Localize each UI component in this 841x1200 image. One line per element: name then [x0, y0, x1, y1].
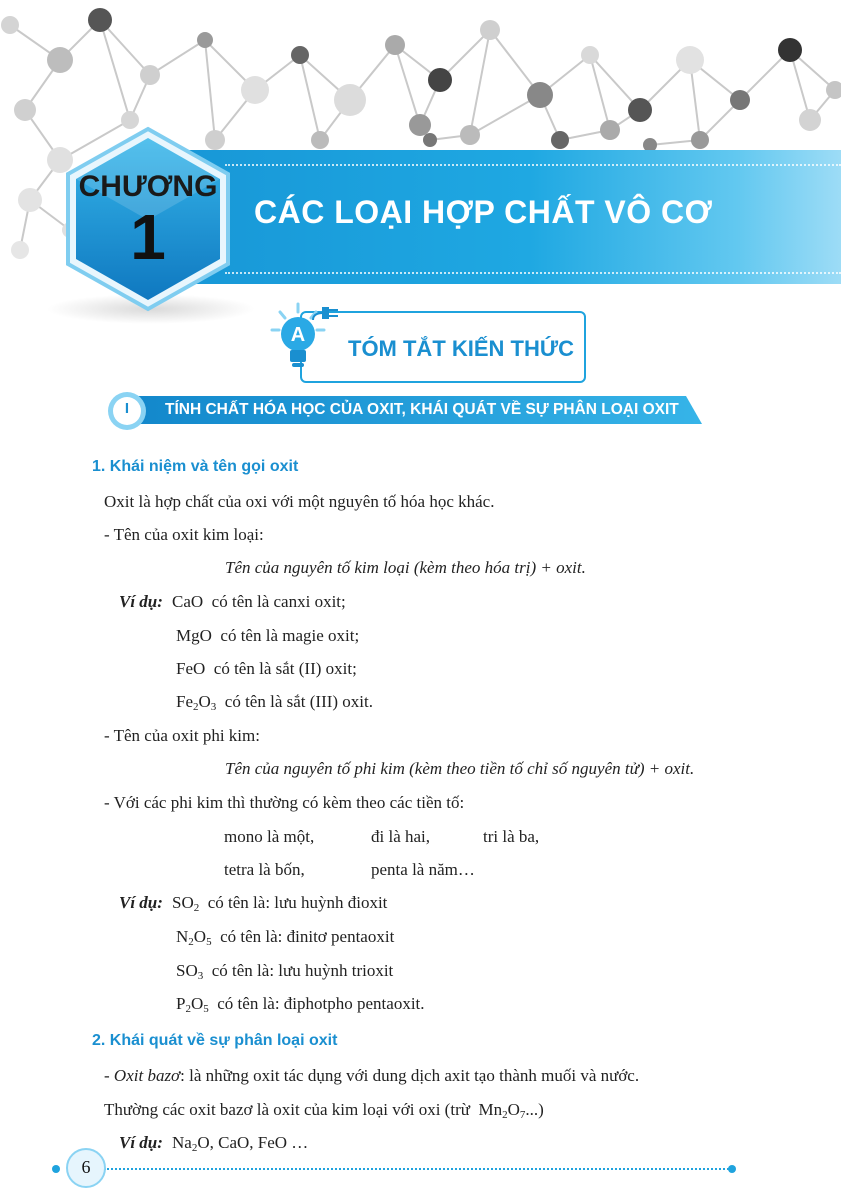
nonmetal-example-2: $N_2O_5$ có tên là: đinitơ pentaoxit: [176, 927, 395, 948]
metal-example-1: CaO có tên là canxi oxit;: [172, 592, 346, 611]
nonmetal-example-1: $SO_2$ có tên là: lưu huỳnh đioxit: [172, 893, 388, 914]
banner-bottom-dots: [225, 272, 841, 274]
example-label-3: Ví dụ:: [119, 1133, 163, 1152]
heading-oxide-definition: 1. Khái niệm và tên gọi oxit: [92, 458, 299, 475]
footer-dot-left: [52, 1165, 60, 1173]
lightbulb-icon: [268, 300, 348, 378]
prefix-tri: tri là ba,: [483, 827, 540, 846]
example-label: Ví dụ:: [119, 592, 163, 611]
chapter-number: 1: [130, 201, 166, 273]
page-number: 6: [81, 1157, 91, 1177]
metal-oxide-rule: Tên của nguyên tố kim loại (kèm theo hóa trị) + oxit.: [225, 558, 586, 577]
metal-example-3: FeO có tên là sắt (II) oxit;: [176, 659, 357, 678]
footer-dot-right: [728, 1165, 736, 1173]
chapter-label: CHƯƠNG: [78, 170, 218, 203]
chapter-title: CÁC LOẠI HỢP CHẤT VÔ CƠ: [254, 194, 713, 230]
metal-example-4: $Fe_2O_3$ có tên là sắt (III) oxit.: [176, 692, 373, 713]
metal-oxide-label: - Tên của oxit kim loại:: [104, 525, 264, 544]
part-i-numeral: I: [124, 400, 130, 417]
nonmetal-oxide-label: - Tên của oxit phi kim:: [104, 726, 260, 745]
banner-top-dots: [225, 164, 841, 166]
basic-oxide-note: Thường các oxit bazơ là oxit của kim loại với oxi (trừ $Mn_2O_7$...): [104, 1100, 544, 1121]
prefix-penta: penta là năm…: [371, 860, 475, 879]
nonmetal-oxide-rule: Tên của nguyên tố phi kim (kèm theo tiền tố chỉ số nguyên tử) + oxit.: [225, 759, 695, 778]
metal-example-2: MgO có tên là magie oxit;: [176, 626, 360, 645]
prefix-mono: mono là một,: [224, 827, 315, 846]
part-i-title: TÍNH CHẤT HÓA HỌC CỦA OXIT, KHÁI QUÁT VỀ SỰ PHÂN LOẠI OXIT: [165, 401, 679, 418]
prefix-tetra: tetra là bốn,: [224, 860, 305, 879]
oxide-definition: Oxit là hợp chất của oxi với một nguyên tố hóa học khác.: [104, 492, 495, 511]
section-a-title: TÓM TẮT KIẾN THỨC: [348, 336, 575, 361]
heading-oxide-classification: 2. Khái quát về sự phân loại oxit: [92, 1032, 338, 1049]
example-label-2: Ví dụ:: [119, 893, 163, 912]
basic-oxide-examples: $Na_2O$, CaO, FeO …: [172, 1133, 309, 1154]
basic-oxide-definition: - Oxit bazơ: là những oxit tác dụng với dung dịch axit tạo thành muối và nước.: [104, 1066, 640, 1085]
prefix-di: đi là hai,: [371, 827, 431, 846]
nonmetal-example-3: $SO_3$ có tên là: lưu huỳnh trioxit: [176, 961, 394, 982]
nonmetal-example-4: $P_2O_5$ có tên là: điphotpho pentaoxit.: [176, 994, 425, 1015]
chapter-banner: [150, 150, 841, 284]
section-a-letter: A: [290, 324, 306, 346]
prefix-intro: - Với các phi kim thì thường có kèm theo các tiền tố:: [104, 793, 465, 812]
footer-dotted-line: [104, 1168, 732, 1170]
